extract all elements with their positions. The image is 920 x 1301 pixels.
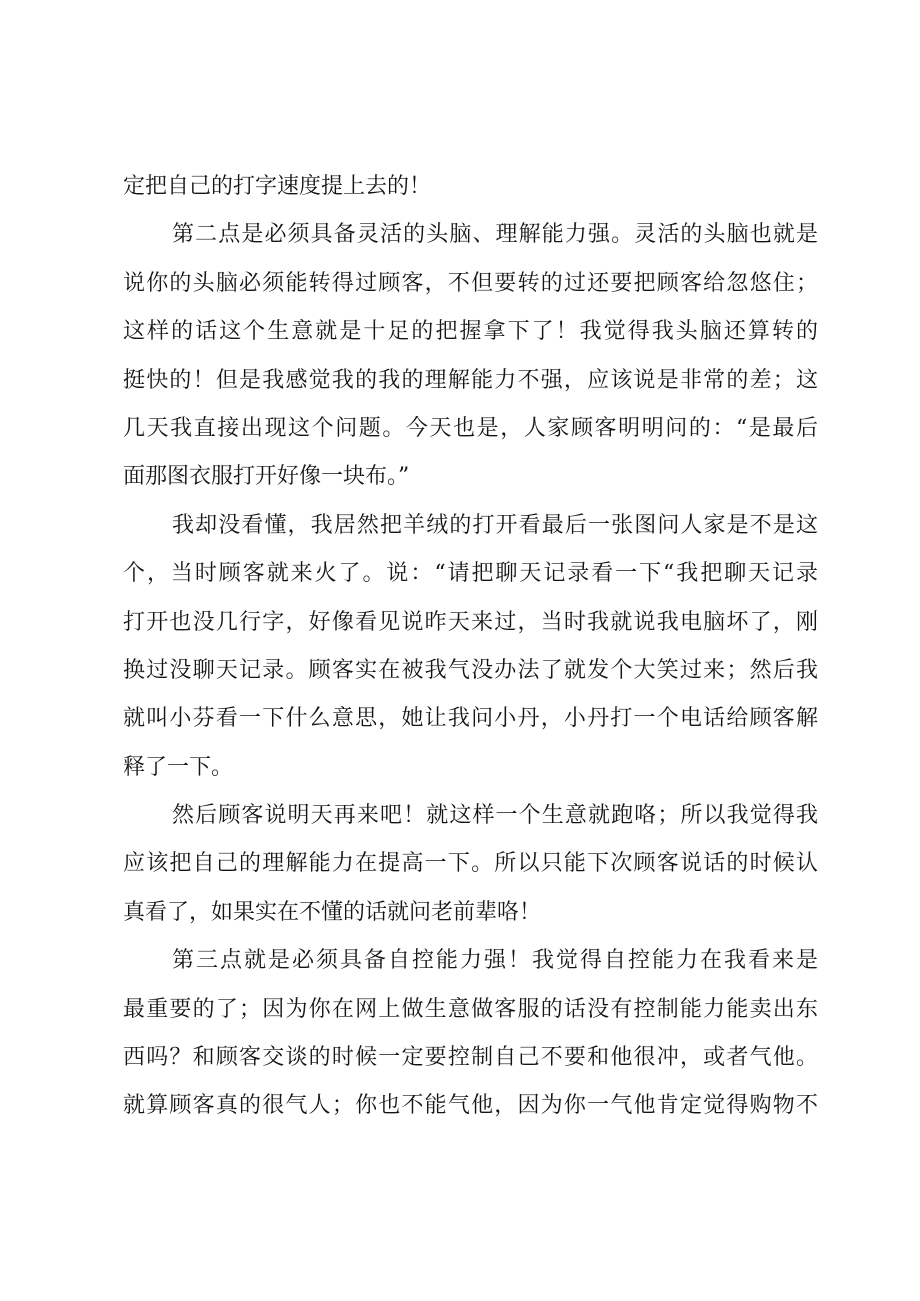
text-line: 就算顾客真的很气人；你也不能气他，因为你一气他肯定觉得购物不 [123, 1093, 818, 1119]
text-line: 真看了，如果实在不懂的话就问老前辈咯！ [123, 899, 542, 925]
text-line: 第二点是必须具备灵活的头脑、理解能力强。灵活的头脑也就是 [172, 222, 818, 248]
paragraph [123, 211, 818, 501]
text-line: 几天我直接出现这个问题。今天也是，人家顾客明明问的：“是最后 [123, 415, 818, 441]
text-line: 应该把自己的理解能力在提高一下。所以只能下次顾客说话的时候认 [123, 851, 818, 877]
text-line: 换过没聊天记录。顾客实在被我气没办法了就发个大笑过来；然后我 [123, 657, 818, 683]
text-line: 西吗？和顾客交谈的时候一定要控制自己不要和他很冲，或者气他。 [123, 1045, 818, 1071]
paragraph [123, 502, 818, 792]
body-text [123, 163, 818, 1131]
text-line: 个，当时顾客就来火了。说：“请把聊天记录看一下“我把聊天记录 [123, 561, 818, 587]
paragraph [123, 937, 818, 1131]
paragraph [123, 792, 818, 937]
text-line: 定把自己的打字速度提上去的！ [123, 174, 432, 199]
text-line: 释了一下。 [123, 754, 234, 780]
text-line: 我却没看懂，我居然把羊绒的打开看最后一张图问人家是不是这 [172, 512, 818, 538]
text-line: 说你的头脑必须能转得过顾客，不但要转的过还要把顾客给忽悠住； [123, 270, 818, 296]
text-line: 面那图衣服打开好像一块布。” [123, 464, 410, 490]
text-line: 第三点就是必须具备自控能力强！我觉得自控能力在我看来是 [172, 948, 818, 974]
text-line: 这样的话这个生意就是十足的把握拿下了！我觉得我头脑还算转的 [123, 319, 818, 345]
text-line: 然后顾客说明天再来吧！就这样一个生意就跑咯；所以我觉得我 [172, 803, 818, 829]
text-line: 挺快的！但是我感觉我的我的理解能力不强，应该说是非常的差；这 [123, 367, 818, 393]
text-line: 打开也没几行字，好像看见说昨天来过，当时我就说我电脑坏了，刚 [123, 609, 818, 635]
text-line: 最重要的了；因为你在网上做生意做客服的话没有控制能力能卖出东 [123, 996, 818, 1022]
text-line: 就叫小芬看一下什么意思，她让我问小丹，小丹打一个电话给顾客解 [123, 706, 818, 732]
paragraph [123, 163, 818, 211]
